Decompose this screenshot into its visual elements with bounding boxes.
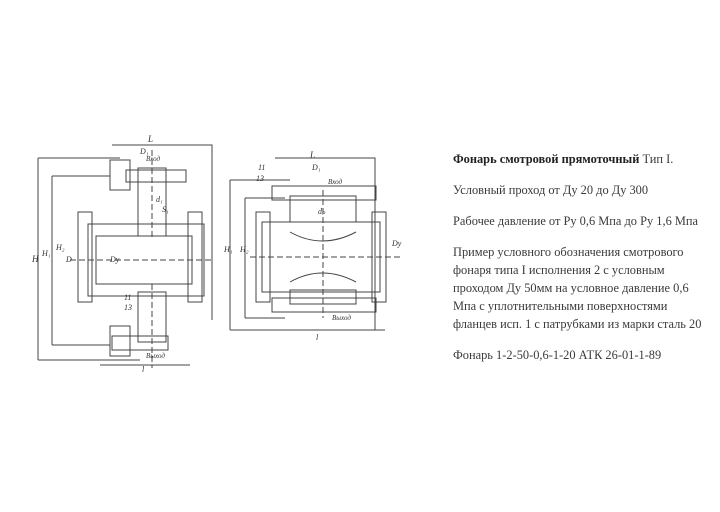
designation-example-text: Пример условного обозначения смотрового фонаря типа I исполнения 2 с условным проходом Ду 50мм на условное давление 0,6 Мпа с уплотнительными поверхностями фланцев исп. 1 с патрубками из марки сталь 20 bbox=[453, 245, 702, 331]
label-L-1: L bbox=[148, 134, 154, 144]
designation-code-text: Фонарь 1-2-50-0,6-1-20 АТК 26-01-1-89 bbox=[453, 348, 662, 362]
label-H-1: H bbox=[32, 254, 39, 264]
label-dp-2: dₚ bbox=[318, 207, 326, 216]
callout-11-2: 11 bbox=[258, 163, 266, 172]
label-Dy-1: Dу bbox=[110, 255, 120, 264]
label-H1-2: H₁ bbox=[224, 245, 233, 254]
product-name: Фонарь смотровой прямоточный bbox=[453, 152, 640, 166]
callout-13-1: 13 bbox=[124, 303, 132, 312]
label-l-1: l bbox=[142, 365, 145, 374]
view-2 bbox=[230, 158, 400, 330]
description-panel bbox=[453, 150, 711, 377]
working-pressure-text: Рабочее давление от Ру 0,6 Мпа до Ру 1,6 Мпа bbox=[453, 214, 699, 228]
label-H2-2: H₂ bbox=[240, 245, 249, 254]
label-S1-1: S₁ bbox=[162, 205, 169, 214]
label-d1-1: d₁ bbox=[156, 195, 163, 204]
callout-11-1: 11 bbox=[124, 293, 132, 302]
product-type: Тип I. bbox=[639, 152, 674, 166]
label-D-1: D bbox=[66, 255, 72, 264]
view-1 bbox=[38, 145, 212, 368]
label-H2-1: H₂ bbox=[56, 243, 65, 252]
label-D1-2: D₁ bbox=[312, 163, 321, 172]
description-title bbox=[453, 150, 711, 168]
label-vhod-1: Вход bbox=[146, 155, 161, 163]
label-D1-1: D₁ bbox=[140, 147, 149, 156]
nominal-bore-text: Условный проход от Ду 20 до Ду 300 bbox=[453, 183, 649, 197]
label-vhod-2: Вход bbox=[328, 178, 343, 186]
label-H1-1: H₁ bbox=[42, 249, 51, 258]
label-Dy-2: Dу bbox=[392, 239, 402, 248]
label-vyhod-1: Выход bbox=[146, 352, 165, 360]
label-l-2: l bbox=[316, 333, 319, 342]
callout-13-2: 13 bbox=[256, 174, 264, 183]
label-L-2: L bbox=[310, 150, 316, 160]
label-vyhod-2: Выход bbox=[332, 314, 351, 322]
